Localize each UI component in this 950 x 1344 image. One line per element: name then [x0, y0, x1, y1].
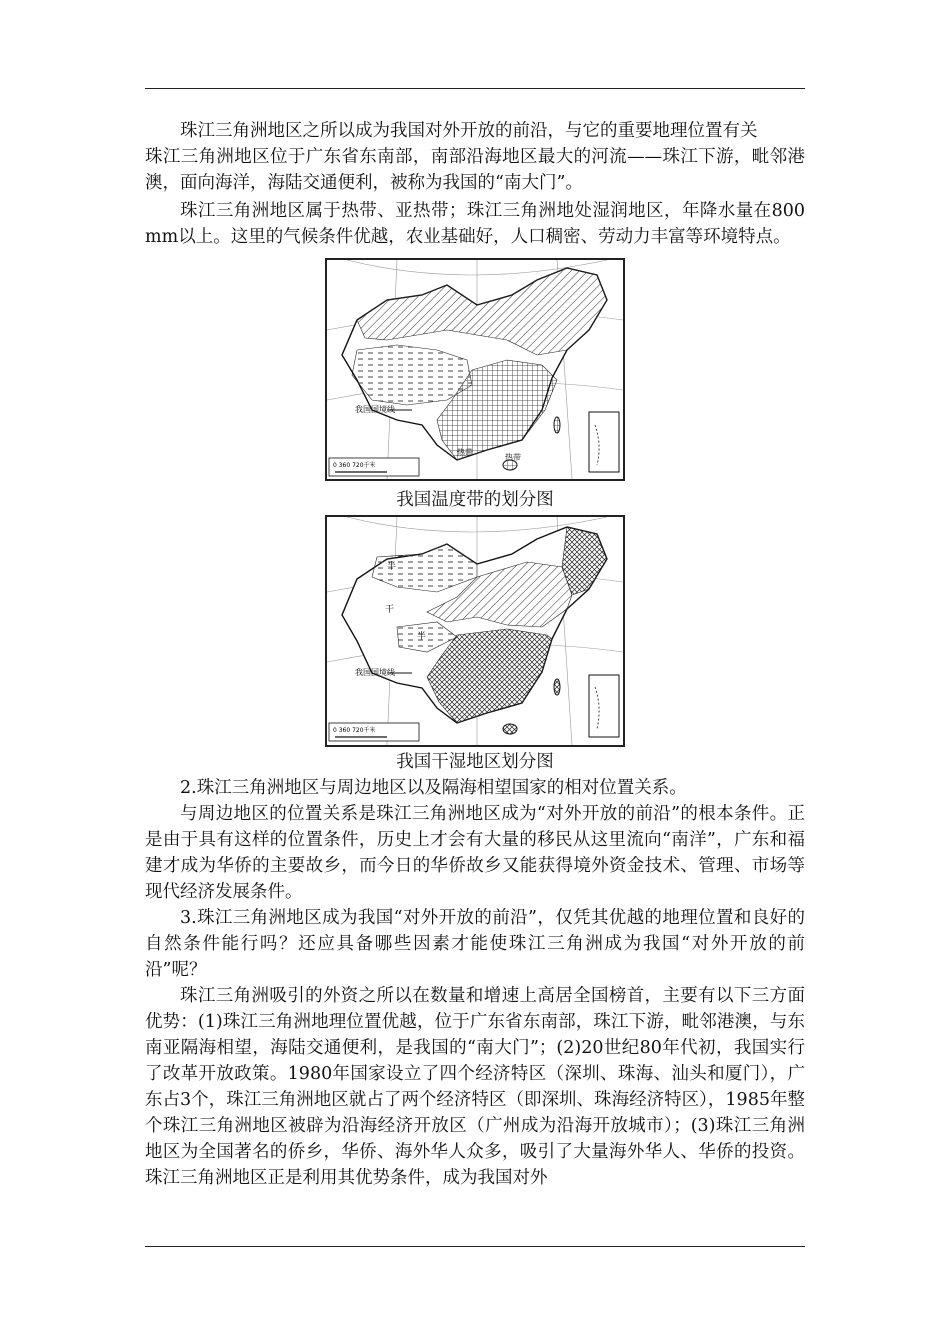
map-scale: 0 360 720千米	[333, 462, 376, 469]
dry-wet-figure	[325, 515, 625, 775]
map-label-arid: 干	[385, 605, 395, 615]
map-label-boundary: 我国国境线	[355, 668, 395, 677]
china-map-drywet	[327, 517, 623, 745]
paragraph: 2.珠江三角洲地区与周边地区以及隔海相望国家的相对位置关系。	[180, 778, 687, 798]
paragraph: 珠江三角洲地区位于广东省东南部，南部沿海地区最大的河流——珠江下游，毗邻港澳，面向海洋，海陆交通便利，被称为我国的“南大门”。	[145, 147, 805, 193]
map-label-tropical: 热带	[505, 453, 521, 462]
map-scale: 0 360 720千米	[333, 727, 376, 734]
temperature-zone-map	[325, 258, 625, 481]
document-body	[145, 118, 805, 1191]
paragraph: 珠江三角洲地区属于热带、亚热带；珠江三角洲地处湿润地区，年降水量在800 mm以上。这里的气候条件优越，农业基础好，人口稠密、劳动力丰富等环境特点。	[145, 201, 805, 247]
map-label-boundary: 我国国境线	[355, 405, 395, 414]
figure-caption: 我国温度带的划分图	[396, 490, 554, 510]
figure-caption: 我国干湿地区划分图	[396, 752, 554, 772]
header-rule	[145, 88, 805, 89]
china-map-temperature	[327, 260, 623, 479]
temperature-zone-figure	[325, 258, 625, 513]
dry-wet-map	[325, 515, 625, 747]
footer-rule	[145, 1246, 805, 1247]
map-label-tropical: 热带	[457, 448, 473, 457]
paragraph: 3.珠江三角洲地区成为我国“对外开放的前沿”，仅凭其优越的地理位置和良好的自然条件能行吗？还应具备哪些因素才能使珠江三角洲成为我国“对外开放的前沿”呢？	[145, 908, 805, 980]
paragraph: 与周边地区的位置关系是珠江三角洲地区成为“对外开放的前沿”的根本条件。正是由于具有这样的位置条件，历史上才会有大量的移民从这里流向“南洋”，广东和福建才成为华侨的主要故乡，而今日的华侨故乡又能获得境外资金技术、管理、市场等现代经济发展条件。	[145, 804, 805, 902]
map-label-semiarid: 半	[387, 562, 397, 572]
paragraph: 珠江三角洲地区之所以成为我国对外开放的前沿，与它的重要地理位置有关	[180, 121, 758, 141]
map-label-semiarid: 半	[417, 632, 427, 642]
paragraph: 珠江三角洲吸引的外资之所以在数量和增速上高居全国榜首，主要有以下三方面优势：(1)珠江三角洲地理位置优越，位于广东省东南部，珠江下游，毗邻港澳，与东南亚隔海相望，海陆交通便利，是我国的“南大门”；(2)20世纪80年代初，我国实行了改革开放政策。1980年国家设立了四个经济特区（深圳、珠海、汕头和厦门），广东占3个，珠江三角洲地区就占了两个经济特区（即深圳、珠海经济特区），1985年整个珠江三角洲地区被辟为沿海经济开放区（广州成为沿海开放城市）；(3)珠江三角洲地区为全国著名的侨乡，华侨、海外华人众多，吸引了大量海外华人、华侨的投资。珠江三角洲地区正是利用其优势条件，成为我国对外	[145, 986, 805, 1188]
